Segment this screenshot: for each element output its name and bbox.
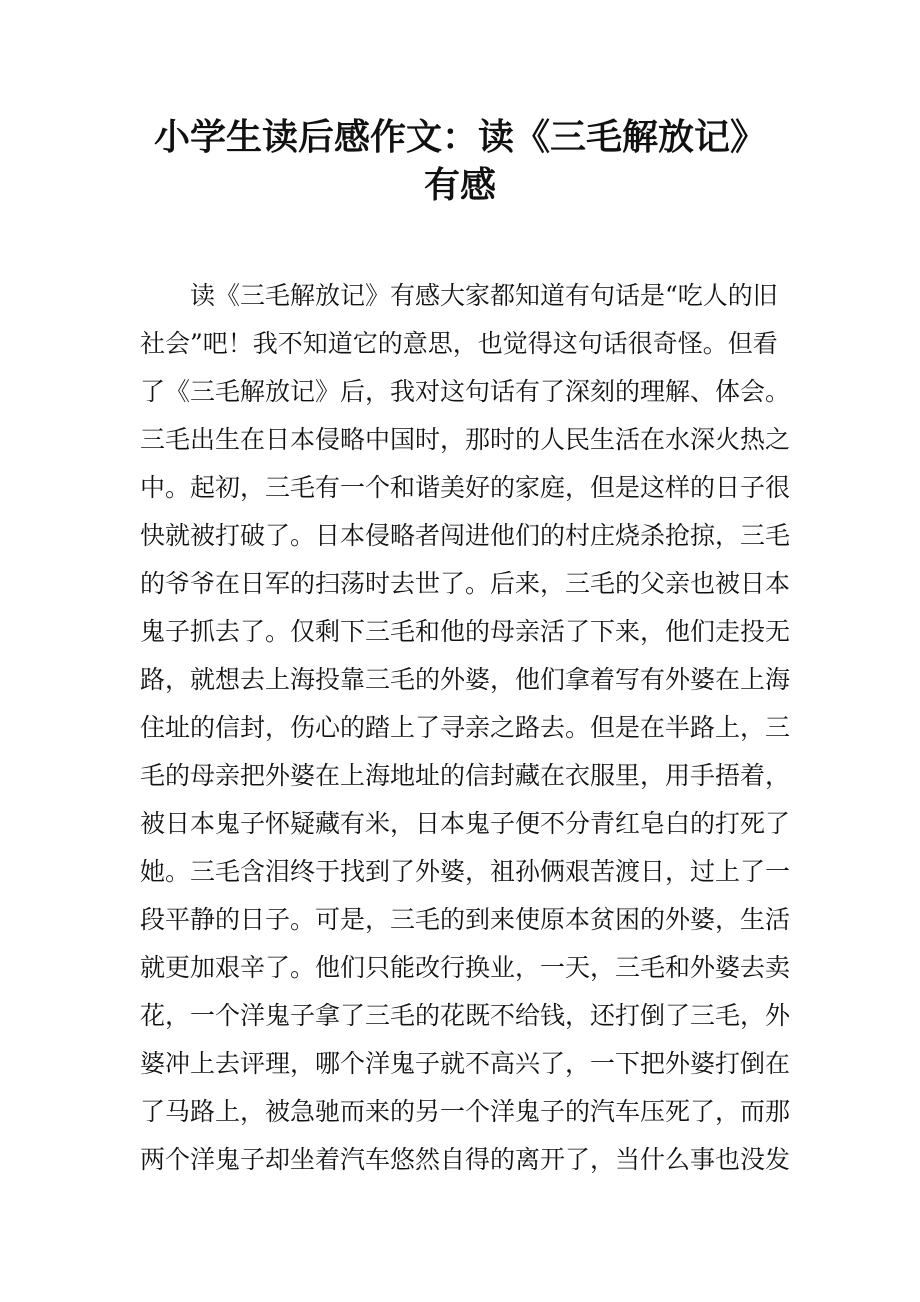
body-line: 中。起初，三毛有一个和谐美好的家庭，但是这样的日子很 — [140, 473, 791, 502]
body-line: 三毛出生在日本侵略中国时，那时的人民生活在水深火热之 — [140, 425, 791, 454]
body-line: 婆冲上去评理，哪个洋鬼子就不高兴了，一下把外婆打倒在 — [140, 1049, 791, 1078]
body-line: 鬼子抓去了。仅剩下三毛和他的母亲活了下来，他们走投无 — [140, 617, 791, 646]
body-line: 了马路上，被急驰而来的另一个洋鬼子的汽车压死了，而那 — [140, 1097, 791, 1126]
body-line: 的爷爷在日军的扫荡时去世了。后来，三毛的父亲也被日本 — [140, 569, 791, 598]
body-line: 段平静的日子。可是，三毛的到来使原本贫困的外婆，生活 — [140, 905, 791, 934]
body-line: 了《三毛解放记》后，我对这句话有了深刻的理解、体会。 — [140, 377, 791, 406]
body-line: 毛的母亲把外婆在上海地址的信封藏在衣服里，用手捂着， — [140, 761, 791, 790]
title-line-2: 有感 — [423, 165, 496, 206]
body-line: 就更加艰辛了。他们只能改行换业，一天，三毛和外婆去卖 — [140, 953, 791, 982]
body-line: 花，一个洋鬼子拿了三毛的花既不给钱，还打倒了三毛，外 — [140, 1001, 791, 1030]
body-line: 她。三毛含泪终于找到了外婆，祖孙俩艰苦渡日，过上了一 — [140, 857, 791, 886]
body-line: 住址的信封，伤心的踏上了寻亲之路去。但是在半路上，三 — [140, 713, 791, 742]
title-line-1: 小学生读后感作文：读《三毛解放记》 — [153, 117, 766, 158]
body-line: 两个洋鬼子却坐着汽车悠然自得的离开了，当什么事也没发 — [140, 1145, 791, 1174]
body-line: 读《三毛解放记》有感大家都知道有句话是“吃人的旧 — [190, 281, 778, 310]
body-line: 路，就想去上海投靠三毛的外婆，他们拿着写有外婆在上海 — [140, 665, 791, 694]
body-line: 社会”吧！我不知道它的意思，也觉得这句话很奇怪。但看 — [140, 329, 778, 358]
body-paragraph — [140, 272, 790, 1184]
body-line: 被日本鬼子怀疑藏有米，日本鬼子便不分青红皂白的打死了 — [140, 809, 791, 838]
body-line: 快就被打破了。日本侵略者闯进他们的村庄烧杀抢掠，三毛 — [140, 521, 791, 550]
